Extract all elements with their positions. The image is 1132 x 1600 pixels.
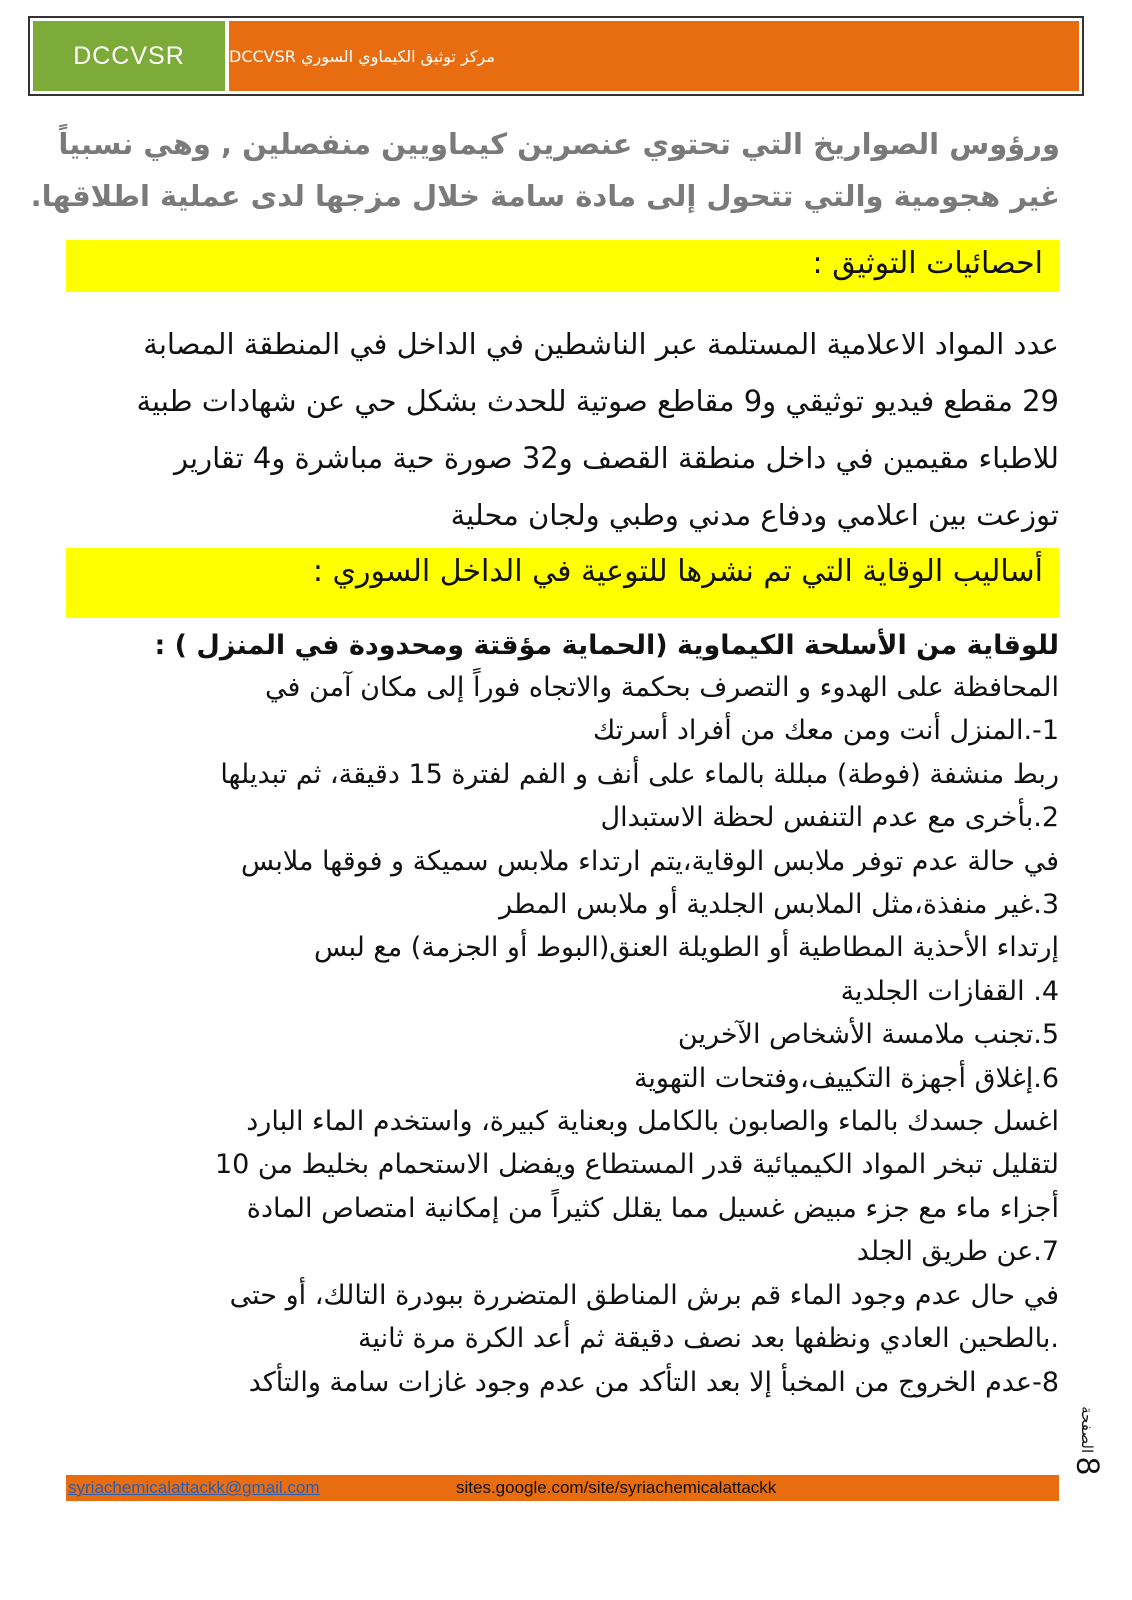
- text-line: 29 مقطع فيديو توثيقي و9 مقاطع صوتية للحدث بشكل حي عن شهادات طبية: [136, 384, 1059, 418]
- text-line: إرتداء الأحذية المطاطية أو الطويلة العنق(البوط أو الجزمة) مع لبس: [314, 932, 1059, 964]
- page-label: الصفحة: [1078, 1405, 1097, 1453]
- text-line: 7.عن طريق الجلد: [856, 1236, 1059, 1268]
- text-line: 4. القفازات الجلدية: [840, 975, 1059, 1007]
- prevention-heading-text: أساليب الوقاية التي تم نشرها للتوعية في الداخل السوري :: [312, 554, 1043, 589]
- text-line: في حال عدم وجود الماء قم برش المناطق المتضررة ببودرة التالك، أو حتى: [229, 1279, 1059, 1311]
- header-title: مركز توثيق الكيماوي السوري DCCVSR: [229, 21, 1079, 91]
- text-line: توزعت بين اعلامي ودفاع مدني وطبي ولجان محلية: [450, 498, 1059, 532]
- text-line: المحافظة على الهدوء و التصرف بحكمة والاتجاه فوراً إلى مكان آمن في: [265, 672, 1059, 703]
- footer-site-url: sites.google.com/site/syriachemicalattackk: [456, 1478, 777, 1497]
- text-line: .بالطحين العادي ونظفها بعد نصف دقيقة ثم أعد الكرة مرة ثانية: [358, 1323, 1059, 1355]
- stats-heading: [66, 240, 1059, 292]
- text-line: 6.إغلاق أجهزة التكييف،وفتحات التهوية: [633, 1062, 1059, 1094]
- text-line: ربط منشفة (فوطة) مبللة بالماء على أنف و الفم لفترة 15 دقيقة، ثم تبديلها: [220, 758, 1059, 790]
- prevention-title: للوقاية من الأسلحة الكيماوية (الحماية مؤقتة ومحدودة في المنزل ) :: [154, 630, 1059, 661]
- prevention-steps: [110, 666, 1059, 1404]
- text-line: 8-عدم الخروج من المخبأ إلا بعد التأكد من عدم وجود غازات سامة والتأكد: [248, 1366, 1059, 1398]
- page-number: [1069, 1400, 1106, 1480]
- page-footer: [66, 1475, 1059, 1501]
- text-line: غير هجومية والتي تتحول إلى مادة سامة خلال مزجها لدى عملية اطلاقها.: [30, 179, 1060, 213]
- text-line: 3.غير منفذة،مثل الملابس الجلدية أو ملابس المطر: [499, 889, 1059, 921]
- text-line: أجزاء ماء مع جزء مبيض غسيل مما يقلل كثيراً من إمكانية امتصاص المادة: [246, 1192, 1059, 1224]
- intro-paragraph: [30, 118, 1060, 222]
- text-line: في حالة عدم توفر ملابس الوقاية،يتم ارتداء ملابس سميكة و فوقها ملابس: [240, 845, 1059, 877]
- header-logo-label: DCCVSR: [33, 21, 225, 91]
- text-line: 1-.المنزل أنت ومن معك من أفراد أسرتك: [593, 715, 1059, 747]
- stats-heading-text: احصائيات التوثيق :: [812, 246, 1043, 281]
- page-number-value: 8: [1069, 1456, 1106, 1475]
- prevention-heading: [66, 548, 1059, 618]
- text-line: عدد المواد الاعلامية المستلمة عبر الناشطين في الداخل في المنطقة المصابة: [143, 327, 1059, 361]
- text-line: اغسل جسدك بالماء والصابون بالكامل وبعناية كبيرة، واستخدم الماء البارد: [246, 1106, 1059, 1138]
- text-line: لتقليل تبخر المواد الكيميائية قدر المستطاع ويفضل الاستحمام بخليط من 10: [214, 1149, 1059, 1181]
- text-line: 2.بأخرى مع عدم التنفس لحظة الاستبدال: [600, 802, 1059, 834]
- stats-paragraph: [70, 316, 1059, 544]
- footer-email-link[interactable]: syriachemicalattackk@gmail.com: [68, 1478, 320, 1497]
- text-line: ورؤوس الصواريخ التي تحتوي عنصرين كيماويين منفصلين , وهي نسبياً: [58, 127, 1060, 161]
- page-header: [28, 16, 1084, 96]
- text-line: للاطباء مقيمين في داخل منطقة القصف و32 صورة حية مباشرة و4 تقارير: [174, 441, 1059, 475]
- text-line: 5.تجنب ملامسة الأشخاص الآخرين: [677, 1019, 1059, 1051]
